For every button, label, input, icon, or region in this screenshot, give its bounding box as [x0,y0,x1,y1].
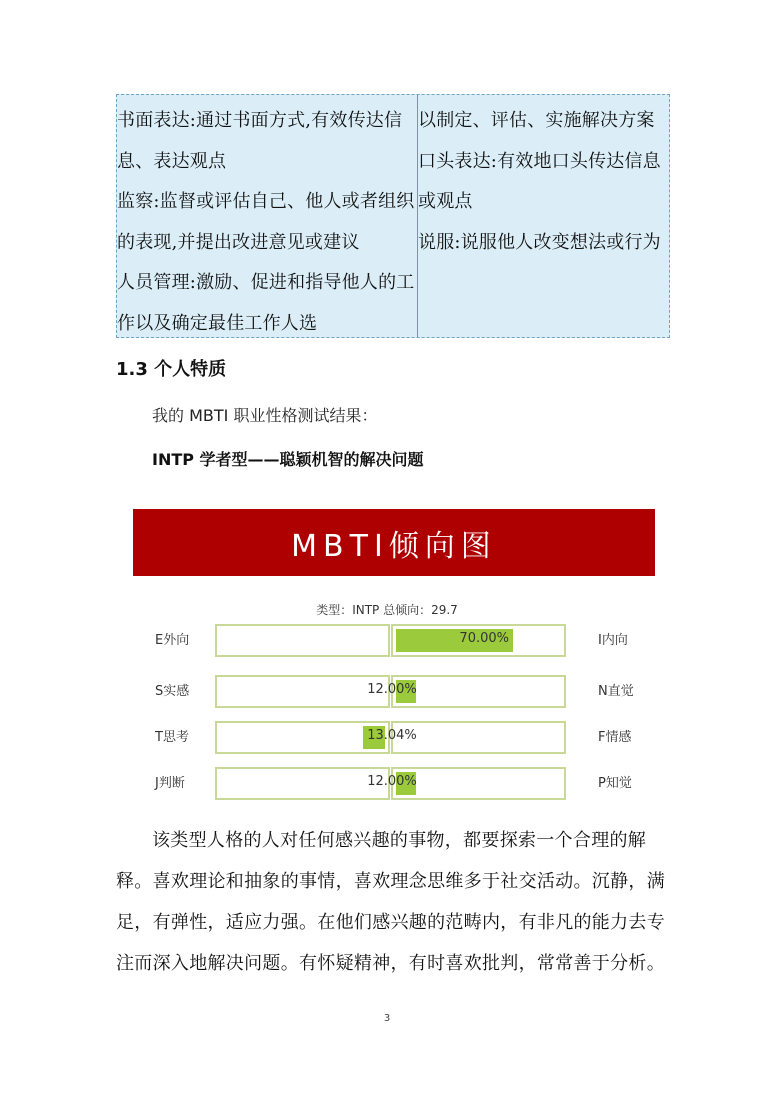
dimension-left-label: S实感 [155,684,190,699]
dimension-right-label: F情感 [598,730,632,745]
skill-line: 息、表达观点 [117,150,227,172]
dimension-right-label: I内向 [598,633,628,648]
skill-line: 作以及确定最佳工作人选 [117,312,318,334]
bar-value-label: 70.00% [459,631,509,646]
skill-line: 或观点 [418,191,473,212]
bar-track-right [391,675,566,708]
skills-table-left-column [117,95,418,337]
dimension-left-label: T思考 [155,730,189,745]
skill-line: 监察:监督或评估自己、他人或者组织 [117,191,415,212]
skill-line: 以制定、评估、实施解决方案 [418,110,655,131]
mbti-type-result: INTP 学者型——聪颖机智的解决问题 [152,450,424,469]
bar-track-left [215,721,390,754]
skill-line: 的表现,并提出改进意见或建议 [117,231,360,253]
dimension-left-label: E外向 [155,633,190,648]
skills-table-right-column [418,95,669,337]
chart-summary: 类型：INTP 总倾向：29.7 [316,603,458,617]
mbti-intro-text: 我的 MBTI 职业性格测试结果： [152,406,378,425]
skill-line: 书面表达:通过书面方式,有效传达信 [117,110,403,131]
page-number: 3 [383,1013,391,1024]
bar-value-label: 13.04% [367,728,417,743]
dimension-right-label: N直觉 [598,684,634,699]
bar-track-left [215,624,390,657]
dimension-left-label: J判断 [155,776,185,791]
bar-value-label: 12.00% [367,774,417,789]
bar-track-left [215,675,390,708]
skill-line: 口头表达:有效地口头传达信息 [418,150,661,172]
chart-title-banner [133,509,655,576]
dimension-right-label: P知觉 [598,776,632,791]
bar-track-right [391,721,566,754]
skill-line: 说服:说服他人改变想法或行为 [418,231,661,253]
bar-track-left [215,767,390,800]
skills-table [116,94,670,338]
bar-track-right [391,767,566,800]
skill-line: 人员管理:激励、促进和指导他人的工 [117,272,415,293]
section-heading: 1.3 个人特质 [116,359,227,380]
bar-value-label: 12.00% [367,682,417,697]
description-paragraph: 该类型人格的人对任何感兴趣的事物，都要探索一个合理的解释。喜欢理论和抽象的事情，喜欢理念思维多于社交活动。沉静，满足，有弹性，适应力强。在他们感兴趣的范畴内，有非凡的能力去专注而深入地解决问题。有怀疑精神，有时喜欢批判，常常善于分析。 [116,830,665,974]
chart-title: MBTI倾向图 [291,528,497,564]
